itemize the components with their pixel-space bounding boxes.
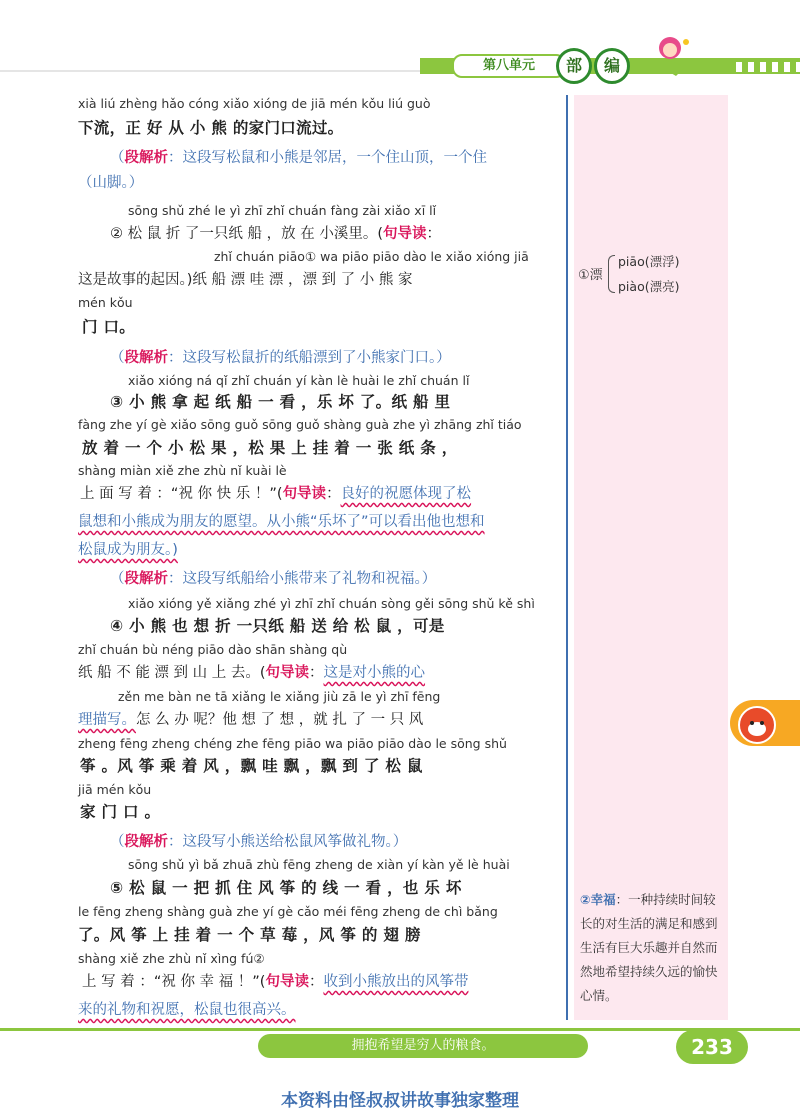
analysis-label: 段解析 <box>124 834 168 850</box>
footer-rule <box>0 1028 800 1031</box>
paragraph-analysis <box>78 171 143 192</box>
colon: ： <box>326 486 341 502</box>
guide-text: 鼠想和小熊成为朋友的愿望。从小熊“乐坏了”可以看出他也想和 <box>78 514 485 530</box>
hanzi-line <box>82 436 458 458</box>
paren: （ <box>110 350 125 366</box>
line-text: ② 松 鼠 折 了一只纸 船 ，放 在 小溪里。( <box>110 226 384 242</box>
colon: ： <box>426 226 442 242</box>
line-text: 了。风 筝 上 挂 着 一 个 草 莓 ，风 筝 的 翅 膀 <box>78 926 421 944</box>
line-text: mén kǒu <box>78 295 133 310</box>
footer-slogan: 拥抱希望是穷人的粮食。 <box>258 1034 588 1058</box>
analysis-text: ：这段写松鼠折的纸船漂到了小熊家门口。） <box>168 350 451 366</box>
colon: ： <box>308 974 324 990</box>
hanzi-line <box>78 116 343 138</box>
line-text: le fēng zheng shàng guà zhe yí gè cǎo méi fēng zheng de chì bǎng <box>78 904 498 919</box>
page-number: 233 <box>676 1030 748 1064</box>
badge-bian: 编 <box>594 48 630 84</box>
note-xingfu-text: ：一种持续时间较长的对生活的满足和感到生活有巨大乐趣并自然而然地希望持续久远的愉快心情。 <box>580 892 718 1003</box>
pinyin-line <box>78 96 430 111</box>
guide-text: 来的礼物和祝愿，松鼠也很高兴。 <box>78 1002 296 1018</box>
hanzi-line <box>110 390 450 412</box>
sentence-guide-line <box>78 538 178 559</box>
pinyin-line <box>78 642 347 657</box>
guide-text: 松鼠成为朋友。) <box>78 542 178 558</box>
sentence-guide-line <box>78 998 296 1019</box>
analysis-text: ：这段写松鼠和小熊是邻居，一个住山顶，一个住 <box>168 150 487 166</box>
pinyin-line <box>128 373 469 388</box>
pinyin-line <box>78 295 133 310</box>
hanzi-line <box>80 800 160 822</box>
line-text: 放 着 一 个 小 松 果 ，松 果 上 挂 着 一 张 纸 条 ， <box>82 439 458 457</box>
pinyin-line <box>78 736 507 751</box>
analysis-text: ：这段写纸船给小熊带来了礼物和祝福。） <box>168 571 437 587</box>
line-text: zhǐ chuán bù néng piāo dào shān shàng qù <box>78 642 348 657</box>
note-piao-key: ①漂 <box>578 268 603 283</box>
guide-label: 句导读 <box>265 665 310 681</box>
pinyin-line <box>78 904 498 919</box>
line-text: zěn me bàn ne tā xiǎng le xiǎng jiù zā le yì zhī fēng <box>118 689 441 704</box>
guide-text: 这是对小熊的心 <box>323 665 426 681</box>
line-text: 纸 船 不 能 漂 到 山 上 去。( <box>78 665 266 681</box>
line-text: 怎 么 办 呢？他 想 了 想 ，就 扎 了 一 只 风 <box>136 712 424 728</box>
line-text: 家 门 口 。 <box>80 803 161 821</box>
sentence-guide-line <box>82 970 468 991</box>
pinyin-line <box>128 857 510 872</box>
note-piao-reading-2: piào(漂亮) <box>618 279 680 294</box>
pinyin-line <box>214 249 529 264</box>
sentence-guide-line <box>110 222 441 243</box>
sentence-guide-line <box>78 268 413 289</box>
hanzi-line <box>80 754 423 776</box>
line-text: shàng miàn xiě zhe zhù nǐ kuài lè <box>78 463 287 478</box>
line-text: shàng xiě zhe zhù nǐ xìng fú② <box>78 951 265 966</box>
fairy-icon <box>650 32 696 78</box>
badge-bu: 部 <box>556 48 592 84</box>
line-text: zhǐ chuán piāo① wa piāo piāo dào le xiǎo xióng jiā <box>214 249 529 264</box>
watermark-text: 本资料由怪叔叔讲故事独家整理 <box>281 1091 519 1111</box>
paragraph-analysis <box>110 346 451 367</box>
line-text: 下流，正 好 从 小 熊 的家门口流过。 <box>78 119 344 137</box>
guide-text: 收到小熊放出的风筝带 <box>323 974 469 990</box>
line-text: xiǎo xióng ná qǐ zhǐ chuán yí kàn lè huài le zhǐ chuán lǐ <box>128 373 470 388</box>
line-text: 上 写 着 ：“祝 你 幸 福 ！”( <box>82 974 266 990</box>
line-text: 门 口。 <box>82 318 136 336</box>
paren: （ <box>78 175 93 191</box>
note-xingfu-key: ②幸福 <box>580 892 616 907</box>
hanzi-line <box>110 876 462 898</box>
colon: ： <box>309 665 324 681</box>
line-text: 上 面 写 着 ：“祝 你 快 乐 ！”( <box>80 486 283 502</box>
sentence-guide-line <box>78 661 425 682</box>
pinyin-line <box>78 417 522 432</box>
hanzi-line <box>78 923 421 945</box>
paragraph-analysis <box>110 830 407 851</box>
brace-icon <box>608 255 615 293</box>
guide-label: 句导读 <box>265 974 309 990</box>
note-xingfu <box>580 888 722 1008</box>
pinyin-line <box>128 596 535 611</box>
pinyin-line <box>118 689 440 704</box>
guide-label: 句导读 <box>383 226 427 242</box>
guide-text: 理描写。 <box>78 712 136 728</box>
line-text: 筝 。风 筝 乘 着 风 ，飘 哇 飘 ，飘 到 了 松 鼠 <box>80 757 423 775</box>
sentence-guide-line <box>78 510 485 531</box>
analysis-text: ：这段写小熊送给松鼠风筝做礼物。） <box>168 834 408 850</box>
line-text: ⑤ 松 鼠 一 把 抓 住 风 筝 的 线 一 看 ，也 乐 坏 <box>110 879 462 897</box>
line-text: jiā mén kǒu <box>78 782 152 797</box>
sentence-guide-line <box>80 482 471 503</box>
line-text: zheng fēng zheng chéng zhe fēng piāo wa piāo piāo dào le sōng shǔ <box>78 736 507 751</box>
unit-title: 第八单元 <box>452 54 566 78</box>
line-text: xiǎo xióng yě xiǎng zhé yì zhī zhǐ chuán sòng gěi sōng shǔ kě shì <box>128 596 535 611</box>
hanzi-line <box>110 614 445 636</box>
pinyin-line <box>128 203 436 218</box>
pinyin-line <box>78 463 287 478</box>
line-text: xià liú zhèng hǎo cóng xiǎo xióng de jiā mén kǒu liú guò <box>78 96 431 111</box>
paragraph-analysis <box>110 567 436 588</box>
analysis-label: 段解析 <box>124 150 168 166</box>
pinyin-line <box>78 951 265 966</box>
guide-text: 良好的祝愿体现了松 <box>340 486 472 502</box>
line-text: ④ 小 熊 也 想 折 一只纸 船 送 给 松 鼠 ，可是 <box>110 617 445 635</box>
annotation-panel <box>574 95 728 1020</box>
line-text: fàng zhe yí gè xiǎo sōng guǒ sōng guǒ shàng guà zhe yì zhāng zhǐ tiáo <box>78 417 522 432</box>
line-text: ③ 小 熊 拿 起 纸 船 一 看 ，乐 坏 了。纸 船 里 <box>110 393 451 411</box>
sentence-guide-line <box>78 708 423 729</box>
header-checker-pattern <box>730 62 800 72</box>
analysis-label: 段解析 <box>124 350 168 366</box>
line-text: sōng shǔ yì bǎ zhuā zhù fēng zheng de xiàn yí kàn yě lè huài <box>128 857 510 872</box>
line-text: sōng shǔ zhé le yì zhī zhǐ chuán fàng zài xiǎo xī lǐ <box>128 203 437 218</box>
paren: （ <box>110 150 125 166</box>
pinyin-line <box>78 782 151 797</box>
hanzi-line <box>82 315 135 337</box>
fox-icon <box>738 706 776 744</box>
analysis-text: 山脚。） <box>92 175 144 191</box>
guide-label: 句导读 <box>282 486 327 502</box>
paren: （ <box>110 571 125 587</box>
paren: （ <box>110 834 125 850</box>
line-text: 这是故事的起因。)纸 船 漂 哇 漂 ，漂 到 了 小 熊 家 <box>78 272 413 288</box>
analysis-label: 段解析 <box>124 571 168 587</box>
column-divider <box>566 95 568 1020</box>
note-piao-reading-1: piāo(漂浮) <box>618 254 680 269</box>
paragraph-analysis <box>110 146 487 167</box>
